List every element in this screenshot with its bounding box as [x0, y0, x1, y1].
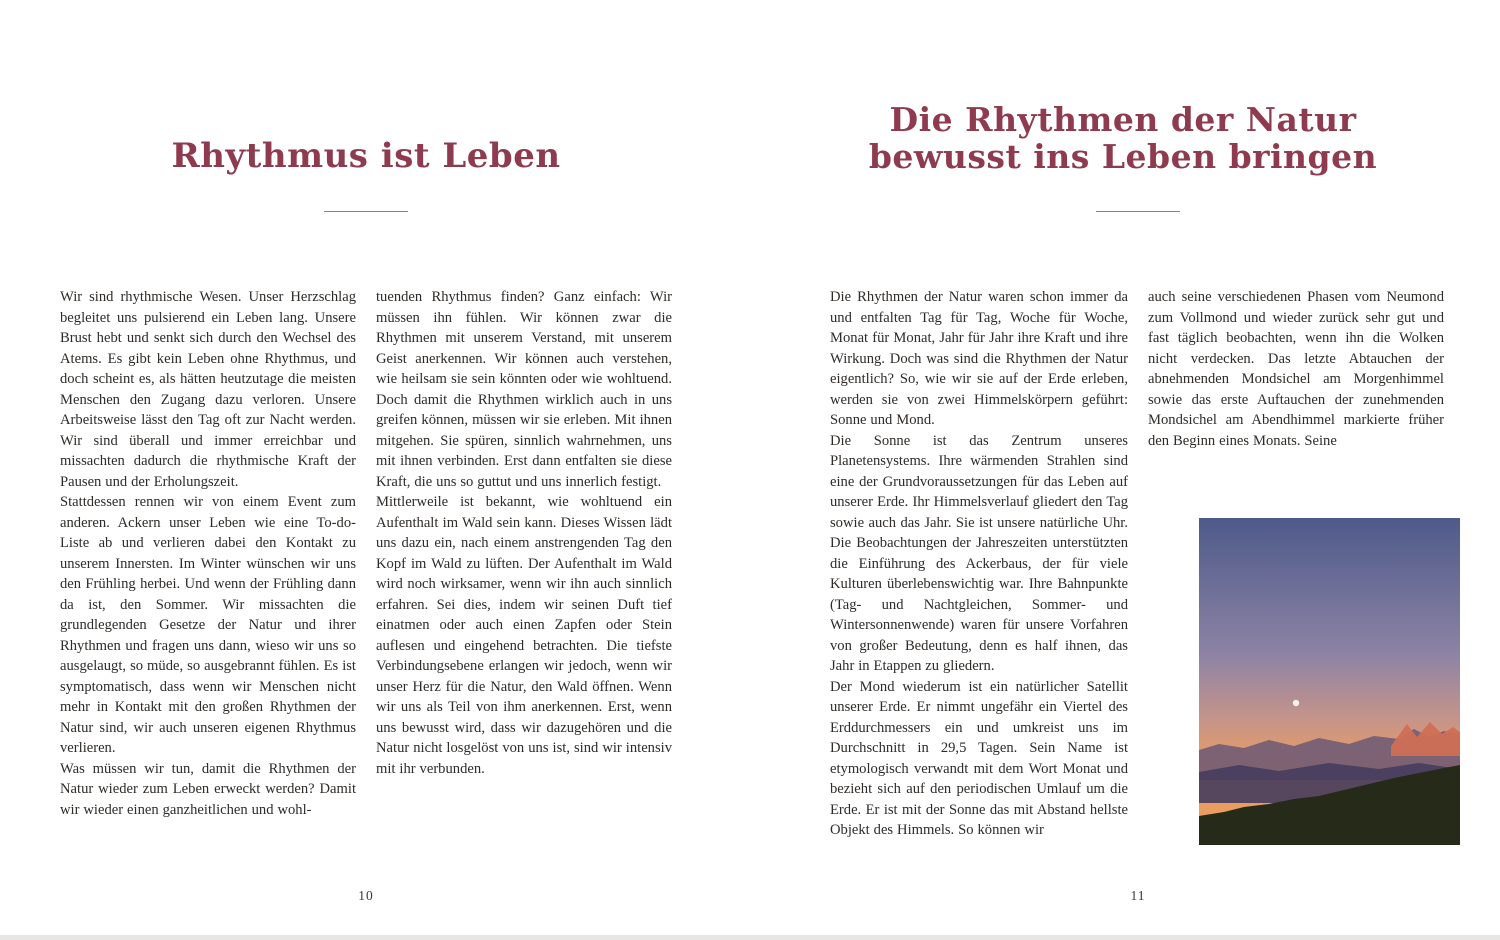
paragraph: Stattdessen rennen wir von einem Event zum anderen. Ackern unser Leben wie eine To-do-Liste ab und verlieren dabei den Kontakt zu unserem Innersten. Im Winter wünschen wir uns den Frühling herbei. Und wenn der Frühling dann da ist, den Sommer. Wir missachten die grundlegenden Gesetze der Natur und ihrer Rhythmen und fragen uns dann, wieso wir uns so ausgelaugt, so müde, so ausgebrannt fühlen. Es ist symptomatisch, dass wenn wir Menschen nicht mehr in Kontakt mit den großen Rhythmen der Natur sind, wir auch unseren eigenen Rhythmus verlieren.	[60, 494, 356, 756]
paragraph: Die Sonne ist das Zentrum unseres Planetensystems. Ihre wärmenden Strahlen sind eine der Grundvoraussetzungen für das Leben auf unserer Erde. Ihr Himmelsverlauf gliedert den Tag sowie auch das Jahr. Sie ist unsere natürliche Uhr. Die Beobachtungen der Jahreszeiten unterstützten die Einführung des Ackerbaus, der für viele Kulturen überlebenswichtig war. Ihre Bahnpunkte (Tag- und Nachtgleichen, Sommer- und Wintersonnenwende) waren für unsere Vorfahren von großer Bedeutung, denn es half ihnen, das Jahr in Etappen zu gliedern.	[830, 432, 1128, 674]
paragraph: Wir sind rhythmische Wesen. Unser Herzschlag begleitet uns pulsierend ein Leben lang. Unsere Brust hebt und senkt sich durch den Wechsel des Atems. Es gibt kein Leben ohne Rhythmus, und doch scheint es, als hätten heutzutage die meisten Menschen den Zugang dazu verloren. Unsere Arbeitsweise lässt den Tag oft zur Nacht werden. Wir sind überall und immer erreichbar und missachten dadurch die rhythmische Kraft der Pausen und der Erholungszeit.	[60, 289, 356, 490]
left-page-column-2	[376, 287, 672, 779]
left-title-divider	[324, 211, 408, 212]
right-title-divider	[1096, 211, 1180, 212]
page-bottom-edge	[0, 935, 1500, 940]
right-page-column-1	[830, 287, 1128, 841]
paragraph: tuenden Rhythmus finden? Ganz einfach: Wir müssen ihn fühlen. Wir können zwar die Rhythmen mit unserem Verstand, mit unserem Geist anerkennen. Wir können auch verstehen, wie heilsam sie sein könnten oder wie wohltuend. Doch damit die Rhythmen wirklich auch in uns greifen können, müssen wir sie erleben. Mit ihnen mitgehen. Sie spüren, sinnlich wahrnehmen, uns mit ihnen verbinden. Erst dann entfalten sie diese Kraft, die uns so guttut und uns innerlich festigt.	[376, 289, 672, 490]
right-page-title	[800, 101, 1446, 175]
paragraph: Was müssen wir tun, damit die Rhythmen der Natur wieder zum Leben erweckt werden? Damit wir wieder einen ganzheitlichen und wohl-	[60, 760, 356, 818]
paragraph: Die Rhythmen der Natur waren schon immer da und entfalten Tag für Tag, Woche für Woche, Monat für Monat, Jahr für Jahr ihre Kraft und ihre Wirkung. Doch was sind die Rhythmen der Natur eigentlich? So, wie wir sie auf der Erde erleben, werden sie von zwei Himmelskörpern geführt: Sonne und Mond.	[830, 289, 1128, 428]
paragraph: auch seine verschiedenen Phasen vom Neumond zum Vollmond und wieder zurück sehr gut und fast täglich beobachten, wenn ihn die Wolken nicht verdecken. Das letzte Abtauchen der abnehmenden Mondsichel am Morgenhimmel sowie das erste Auftauchen der zunehmenden Mondsichel am Abendhimmel markierte früher den Beginn eines Monats. Seine	[1148, 289, 1444, 449]
mountain-dusk-photo-art	[1199, 518, 1460, 845]
left-page-column-1	[60, 287, 356, 820]
mountain-dusk-photo	[1199, 518, 1460, 845]
paragraph: Der Mond wiederum ist ein natürlicher Satellit unserer Erde. Er nimmt ungefähr ein Viertel des Erddurchmessers ein und umkreist uns im Durchschnitt in 29,5 Tagen. Sein Name ist etymologisch verwandt mit dem Wort Monat und bezieht sich auf den periodischen Umlauf um die Erde. Er ist mit der Sonne das mit Abstand hellste Objekt des Himmels. So können wir	[830, 678, 1128, 838]
right-page-title-line-2: bewusst ins Leben bringen	[868, 137, 1378, 176]
right-page-number: 11	[1130, 888, 1146, 903]
paragraph: Mittlerweile ist bekannt, wie wohltuend ein Aufenthalt im Wald sein kann. Dieses Wissen lädt uns dazu ein, nach einem anstrengenden Tag den Kopf im Wald zu lüften. Der Aufenthalt im Wald wird noch wirksamer, wenn wir ihn auch sinnlich erfahren. Sei dies, indem wir seinen Duft tief einatmen oder auch einen Zapfen oder Stein auflesen und eingehend betrachten. Die tiefste Verbindungsebene erlangen wir jedoch, wenn wir unser Herz für die Natur, den Wald öffnen. Wenn wir uns als Teil von ihm anerkennen. Erst, wenn uns bewusst wird, dass wir dazugehören und die Natur nicht losgelöst von uns ist, sind wir intensiv mit ihr verbunden.	[376, 494, 672, 777]
moon	[1293, 700, 1299, 706]
left-page-number: 10	[358, 888, 374, 903]
right-page-column-2	[1148, 287, 1444, 451]
right-page-title-line-1: Die Rhythmen der Natur	[889, 100, 1357, 139]
left-page-title: Rhythmus ist Leben	[171, 136, 561, 176]
